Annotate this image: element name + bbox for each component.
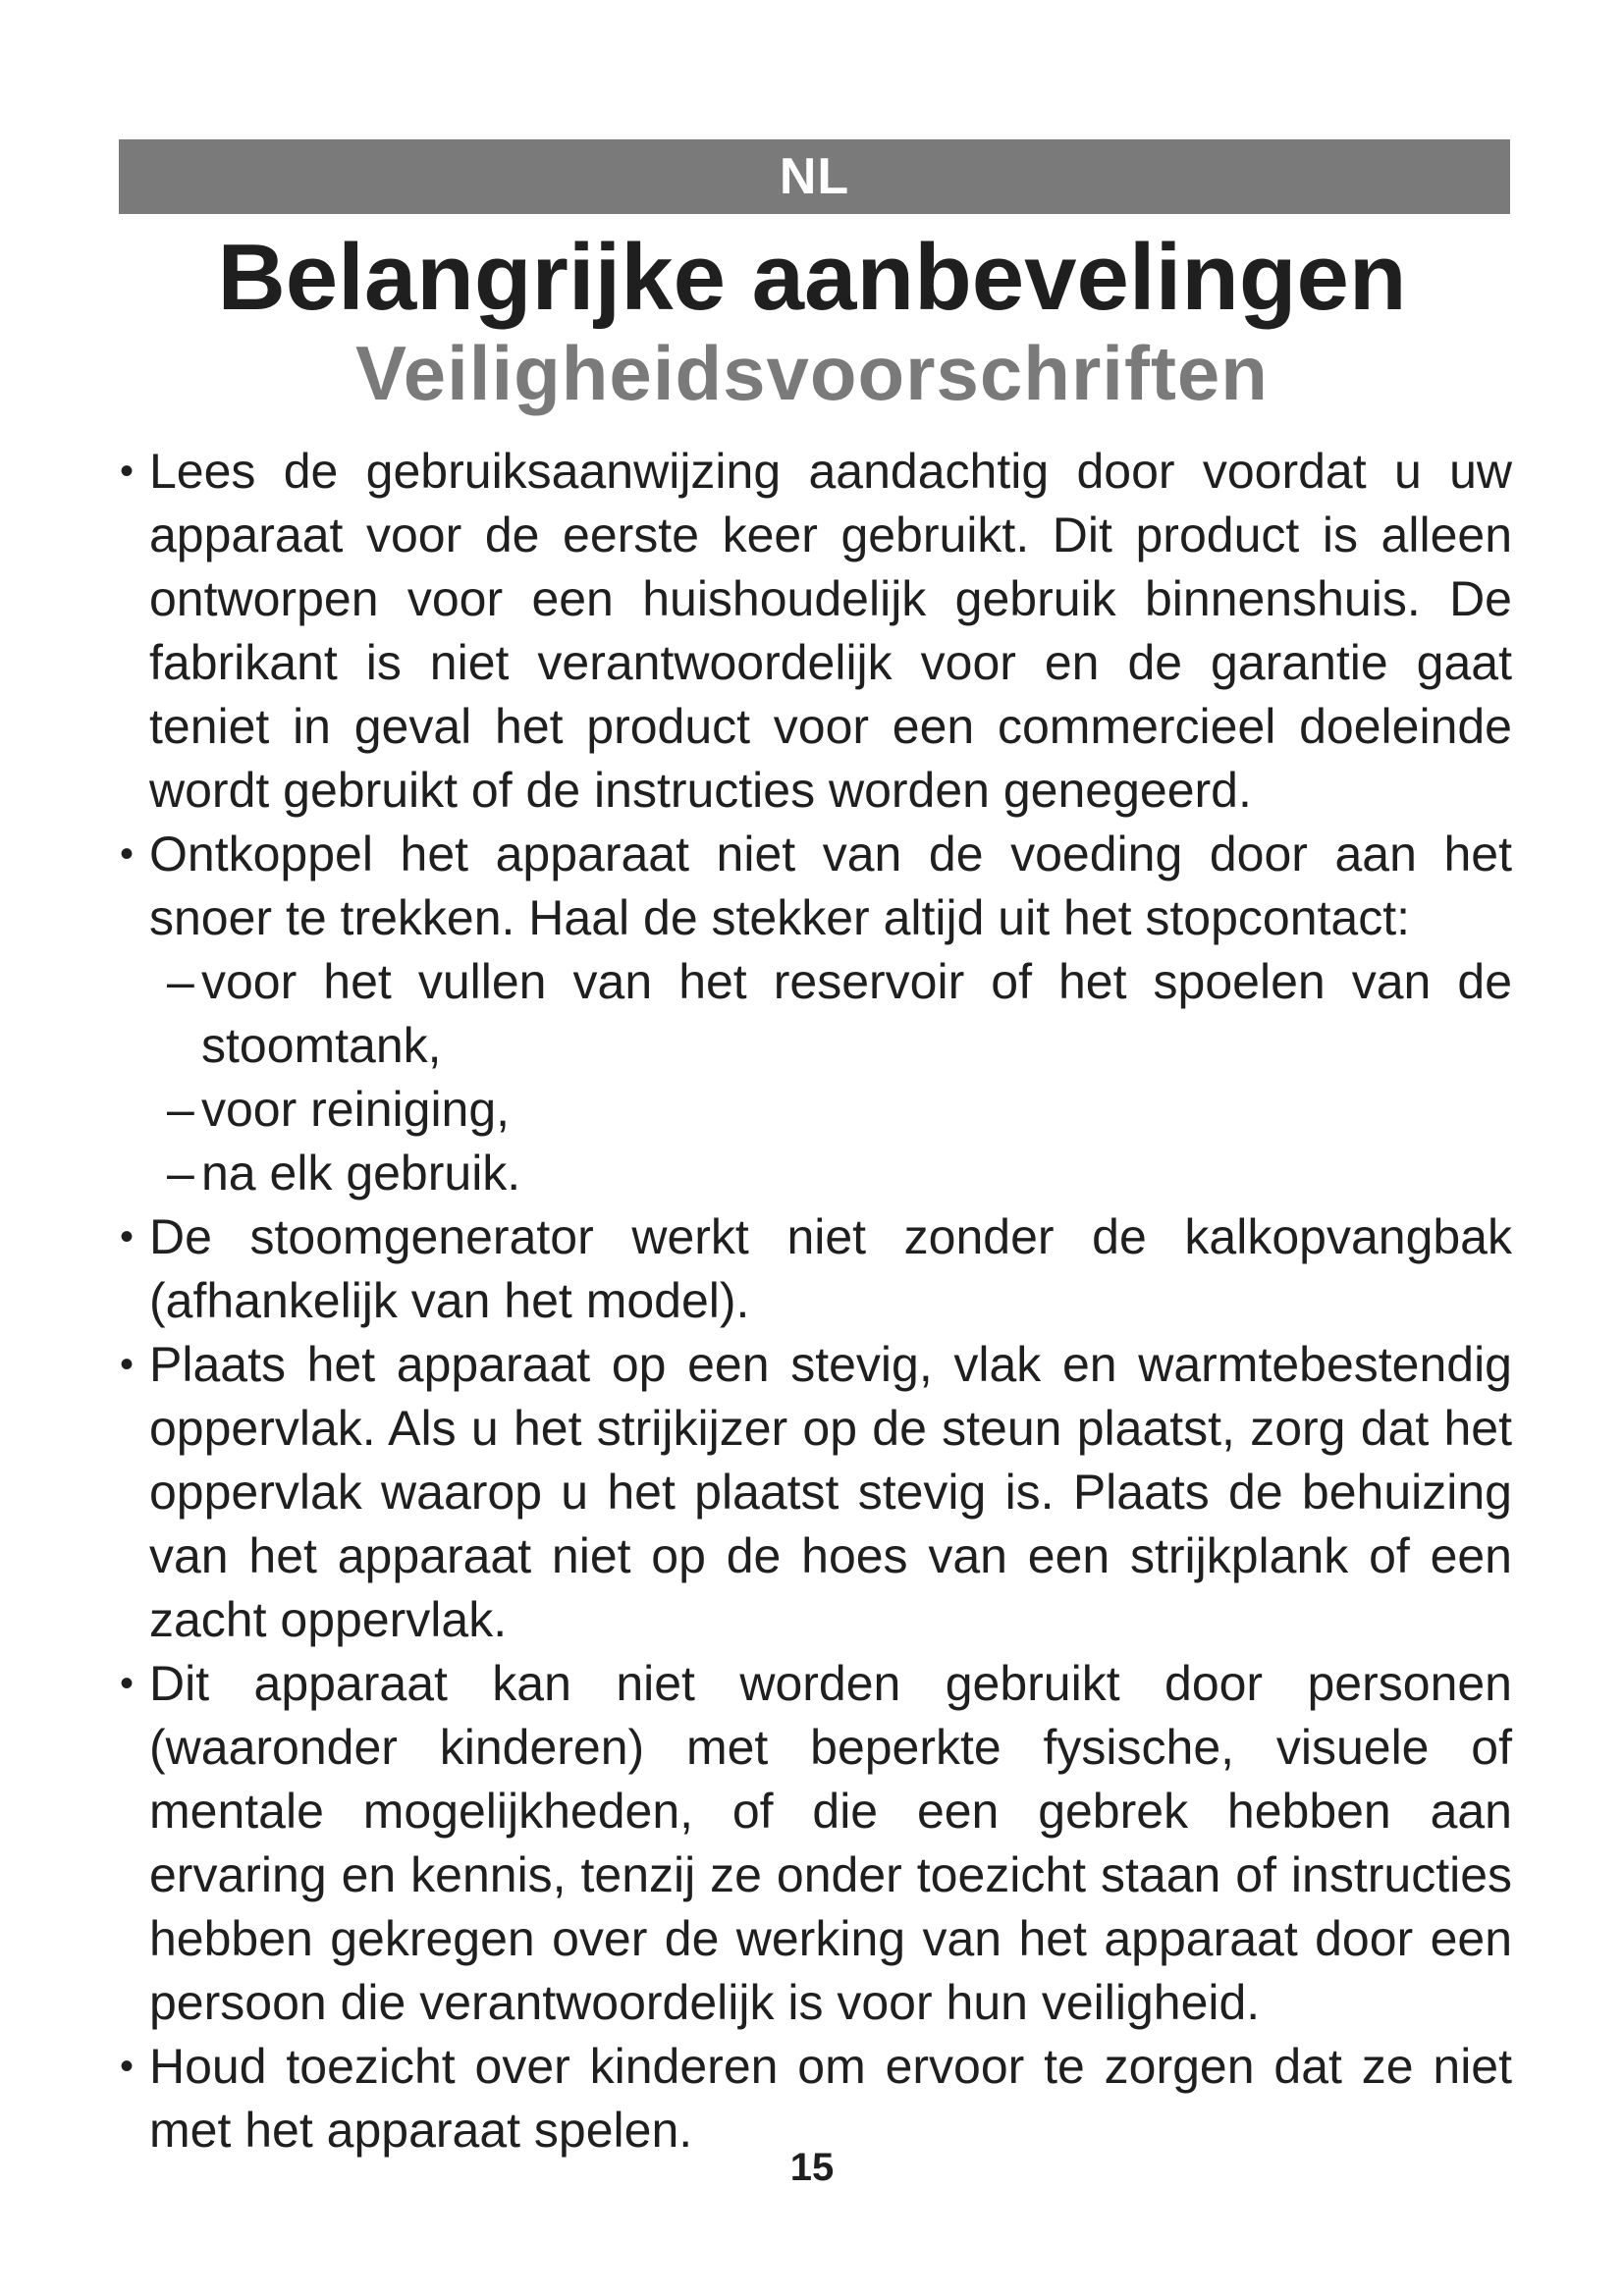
sub-list-item-text: voor reiniging, — [201, 1082, 511, 1137]
page-title: Belangrijke aanbevelingen — [217, 225, 1407, 330]
dash-icon: – — [167, 1082, 194, 1137]
page-number: 15 — [789, 2146, 835, 2189]
page-subtitle: Veiligheidsvoorschriften — [355, 330, 1269, 416]
list-item-text: Houd toezicht over kinderen om ervoor te zorgen dat ze niet met het apparaat spelen. — [149, 2039, 1512, 2158]
list-item — [118, 440, 1512, 823]
list-item — [118, 2035, 1512, 2163]
sub-list — [118, 950, 1512, 1205]
list-item-text: Dit apparaat kan niet worden gebruikt door personen (waaronder kinderen) met beperkte fysische, visuele of mentale mogelijkheden, of die een gebrek hebben aan ervaring en kennis, tenzij ze onder toezicht staan of instructies hebben gekregen over de werking van het apparaat door een persoon die verantwoordelijk is voor hun veiligheid. — [149, 1656, 1512, 2030]
dash-icon: – — [167, 1146, 194, 1201]
list-item-text: Plaats het apparaat op een stevig, vlak en warmtebestendig oppervlak. Als u het strijkijzer op de steun plaatst, zorg dat het oppervlak waarop u het plaatst stevig is. Plaats de behuizing van het apparaat niet op de hoes van een strijkplank of een zacht oppervlak. — [149, 1337, 1512, 1647]
bullet-icon: • — [120, 832, 135, 876]
bullet-icon: • — [120, 450, 135, 493]
language-bar — [119, 139, 1510, 214]
sub-list-item — [118, 1142, 1512, 1205]
list-item — [118, 1333, 1512, 1652]
list-item-text: De stoomgenerator werkt niet zonder de kalkopvangbak (afhankelijk van het model). — [149, 1209, 1512, 1328]
safety-instructions-list — [118, 440, 1512, 2163]
sub-list-item — [118, 950, 1512, 1078]
list-item — [118, 1652, 1512, 2035]
bullet-icon: • — [120, 1662, 135, 1705]
language-code: NL — [779, 148, 850, 205]
dash-icon: – — [167, 954, 194, 1009]
list-item-text: Lees de gebruiksaanwijzing aandachtig door voordat u uw apparaat voor de eerste keer gebruikt. Dit product is alleen ontworpen voor een huishoudelijk gebruik binnenshuis. De fabrikant is niet verantwoordelijk voor en de garantie gaat teniet in geval het product voor een commercieel doeleinde wordt gebruikt of de instructies worden genegeerd. — [149, 444, 1512, 818]
bullet-icon: • — [120, 2045, 135, 2088]
bullet-icon: • — [120, 1215, 135, 1258]
bullet-icon: • — [120, 1343, 135, 1386]
sub-list-item — [118, 1078, 1512, 1142]
list-item — [118, 823, 1512, 950]
list-item — [118, 1205, 1512, 1333]
list-item-text: Ontkoppel het apparaat niet van de voeding door aan het snoer te trekken. Haal de stekker altijd uit het stopcontact: — [149, 827, 1512, 945]
sub-list-item-text: voor het vullen van het reservoir of het spoelen van de stoomtank, — [201, 954, 1512, 1073]
sub-list-item-text: na elk gebruik. — [201, 1146, 521, 1201]
